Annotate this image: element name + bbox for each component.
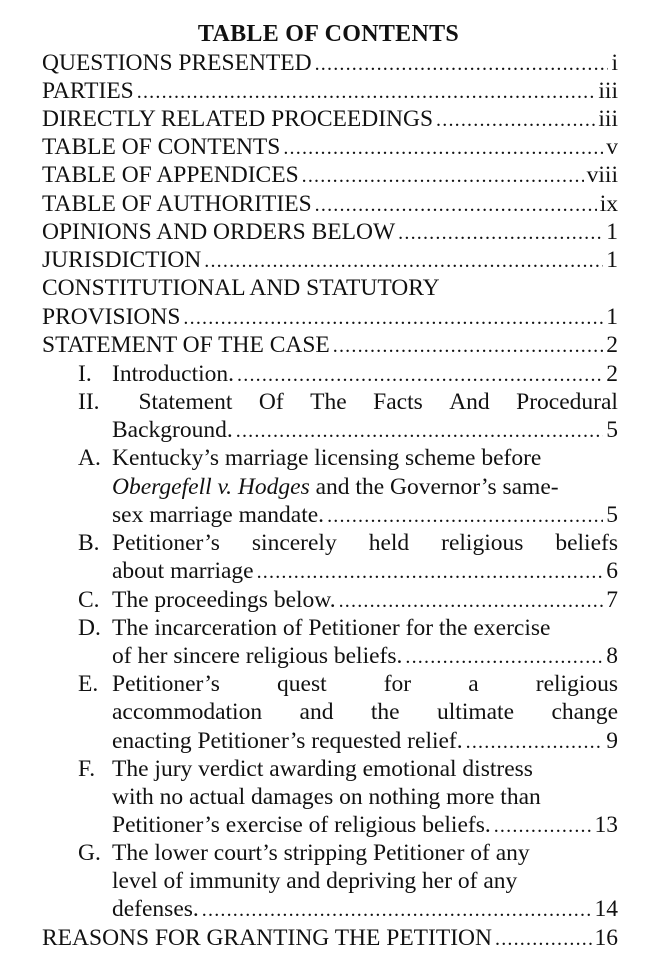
entry-word: ultimate <box>437 699 515 725</box>
dot-leader <box>495 925 592 953</box>
entry-text: about marriage <box>112 558 254 584</box>
entry-text: of her sincere religious beliefs. <box>112 643 403 669</box>
entry-word: Petitioner’s <box>112 671 220 697</box>
page-number: 9 <box>606 728 618 754</box>
entry-text: Introduction. <box>112 361 235 387</box>
subentry-label: D. <box>78 615 101 641</box>
toc-subentry-b-line2[interactable] <box>112 557 618 585</box>
subentry-label: E. <box>78 671 99 697</box>
dot-leader <box>494 812 592 840</box>
toc-entry-constitutional-line2[interactable] <box>42 303 618 331</box>
entry-text: The incarceration of Petitioner for the exercise <box>112 615 551 641</box>
entry-text: TABLE OF AUTHORITIES <box>42 191 312 217</box>
dot-leader <box>436 106 595 134</box>
entry-text: Kentucky’s marriage licensing scheme before <box>112 445 542 471</box>
toc-subentry-c[interactable] <box>78 586 618 614</box>
dot-leader <box>315 191 597 219</box>
subentry-label: G. <box>78 840 101 866</box>
dot-leader <box>466 728 604 756</box>
entry-text: JURISDICTION <box>42 247 202 273</box>
toc-subentry-f-line2[interactable] <box>112 783 618 811</box>
toc-subentry-g-line1[interactable] <box>78 839 618 867</box>
toc-entry-table-of-authorities[interactable] <box>42 190 618 218</box>
dot-leader <box>302 162 584 190</box>
subentry-label: B. <box>78 530 100 556</box>
page-number: i <box>611 50 618 76</box>
toc-entry-constitutional-line1[interactable] <box>42 274 618 302</box>
entry-word: Petitioner’s <box>112 530 220 556</box>
page-number: 1 <box>606 304 618 330</box>
entry-text: The jury verdict awarding emotional distress <box>112 756 533 782</box>
page-number: 8 <box>606 643 618 669</box>
entry-text: PARTIES <box>42 78 134 104</box>
entry-word: for <box>383 671 412 697</box>
page-number: 14 <box>594 896 618 922</box>
toc-entry-statement-of-the-case[interactable] <box>42 331 618 359</box>
entry-word: And <box>449 389 490 415</box>
toc-subentry-e-line3[interactable] <box>112 727 618 755</box>
entry-text: TABLE OF APPENDICES <box>42 162 299 188</box>
entry-word: quest <box>277 671 327 697</box>
page-number: 16 <box>594 925 618 951</box>
dot-leader <box>398 219 603 247</box>
dot-leader <box>257 558 604 586</box>
entry-word: the <box>370 699 400 725</box>
entry-text: DIRECTLY RELATED PROCEEDINGS <box>42 106 434 132</box>
entry-text: enacting Petitioner’s requested relief. <box>112 728 463 754</box>
entry-text <box>112 473 559 501</box>
page-number: 2 <box>606 361 618 387</box>
subentry-label: F. <box>78 756 96 782</box>
toc-subentry-e-line2[interactable] <box>112 698 618 726</box>
entry-text: level of immunity and depriving her of any <box>112 868 518 894</box>
entry-text: PROVISIONS <box>42 304 181 330</box>
toc-subentry-d-line2[interactable] <box>112 642 618 670</box>
dot-leader <box>283 134 603 162</box>
entry-word: Of <box>258 389 284 415</box>
page-number: 1 <box>606 219 618 245</box>
entry-text: QUESTIONS PRESENTED <box>42 50 312 76</box>
subentry-label: I. <box>78 361 92 387</box>
toc-entry-table-of-appendices[interactable] <box>42 161 618 189</box>
page-number: 7 <box>606 587 618 613</box>
page-number: 5 <box>606 502 618 528</box>
entry-text: CONSTITUTIONAL AND STATUTORY <box>42 275 440 301</box>
toc-subentry-f-line1[interactable] <box>78 755 618 783</box>
dot-leader <box>137 78 596 106</box>
entry-text: defenses. <box>112 896 199 922</box>
toc-subentry-g-line2[interactable] <box>112 867 618 895</box>
entry-text: REASONS FOR GRANTING THE PETITION <box>42 925 492 951</box>
entry-text: The lower court’s stripping Petitioner of any <box>112 840 530 866</box>
dot-leader <box>202 896 592 924</box>
toc-entry-directly-related-proceedings[interactable] <box>42 105 618 133</box>
toc-subentry-d-line1[interactable] <box>78 614 618 642</box>
page-number: viii <box>586 162 618 188</box>
entry-word: beliefs <box>555 530 618 556</box>
dot-leader <box>236 417 604 445</box>
entry-word: and <box>299 699 334 725</box>
toc-entry-reasons-for-granting[interactable] <box>42 924 618 952</box>
page-number: 6 <box>606 558 618 584</box>
dot-leader <box>183 304 603 332</box>
toc-entry-jurisdiction[interactable] <box>42 246 618 274</box>
toc-entry-opinions-and-orders[interactable] <box>42 218 618 246</box>
subentry-label: C. <box>78 587 100 613</box>
page-number: iii <box>598 106 618 132</box>
toc-subentry-introduction[interactable] <box>78 360 618 388</box>
entry-text: with no actual damages on nothing more than <box>112 784 541 810</box>
entry-word: religious <box>535 671 618 697</box>
dot-leader <box>315 50 609 78</box>
subentry-label: A. <box>78 445 101 471</box>
page-title: TABLE OF CONTENTS <box>197 21 460 47</box>
justified-words <box>112 529 618 557</box>
dot-leader <box>339 587 604 615</box>
toc-subentry-statement-of-facts-line1[interactable] <box>78 388 618 416</box>
page-number: 2 <box>606 332 618 358</box>
page-number: 13 <box>594 812 618 838</box>
page-number: iii <box>598 78 618 104</box>
subentry-label: II. <box>78 389 100 415</box>
page-number: v <box>606 134 618 160</box>
entry-text: TABLE OF CONTENTS <box>42 134 281 160</box>
justified-words <box>112 670 618 698</box>
entry-word: religious <box>441 530 524 556</box>
dot-leader <box>333 332 603 360</box>
case-name: Obergefell v. Hodges <box>112 474 310 500</box>
toc-subentry-e-line1[interactable] <box>78 670 618 698</box>
entry-text: The proceedings below. <box>112 587 336 613</box>
toc-subentry-g-line3[interactable] <box>112 895 618 923</box>
entry-text: sex marriage mandate. <box>112 502 325 528</box>
entry-word: Procedural <box>516 389 618 415</box>
toc-entry-parties[interactable] <box>42 77 618 105</box>
entry-word: accommodation <box>112 699 263 725</box>
entry-text: OPINIONS AND ORDERS BELOW <box>42 219 396 245</box>
dot-leader <box>237 361 603 389</box>
toc-subentry-statement-of-facts-line2[interactable] <box>112 416 618 444</box>
page-number: 5 <box>606 417 618 443</box>
page-number: ix <box>599 191 618 217</box>
entry-word: sincerely <box>251 530 337 556</box>
entry-word: Statement <box>138 389 233 415</box>
entry-text: STATEMENT OF THE CASE <box>42 332 330 358</box>
dot-leader <box>204 247 603 275</box>
toc-subentry-b-line1[interactable] <box>78 529 618 557</box>
toc-subentry-a-line3[interactable] <box>112 501 618 529</box>
entry-word: The <box>310 389 347 415</box>
entry-text-rest: and the Governor’s same- <box>309 474 559 500</box>
toc-subentry-a-line1[interactable] <box>78 444 618 472</box>
dot-leader <box>405 643 603 671</box>
dot-leader <box>327 502 603 530</box>
entry-word: held <box>368 530 410 556</box>
toc-subentry-a-line2[interactable] <box>112 473 618 501</box>
toc-entry-questions-presented[interactable] <box>42 49 618 77</box>
entry-text: Background. <box>112 417 233 443</box>
entry-word: a <box>468 671 479 697</box>
entry-word: Facts <box>373 389 423 415</box>
entry-text: Petitioner’s exercise of religious beliefs. <box>112 812 491 838</box>
toc-entry-table-of-contents[interactable] <box>42 133 618 161</box>
toc-subentry-f-line3[interactable] <box>112 811 618 839</box>
page-number: 1 <box>606 247 618 273</box>
entry-word: change <box>551 699 618 725</box>
